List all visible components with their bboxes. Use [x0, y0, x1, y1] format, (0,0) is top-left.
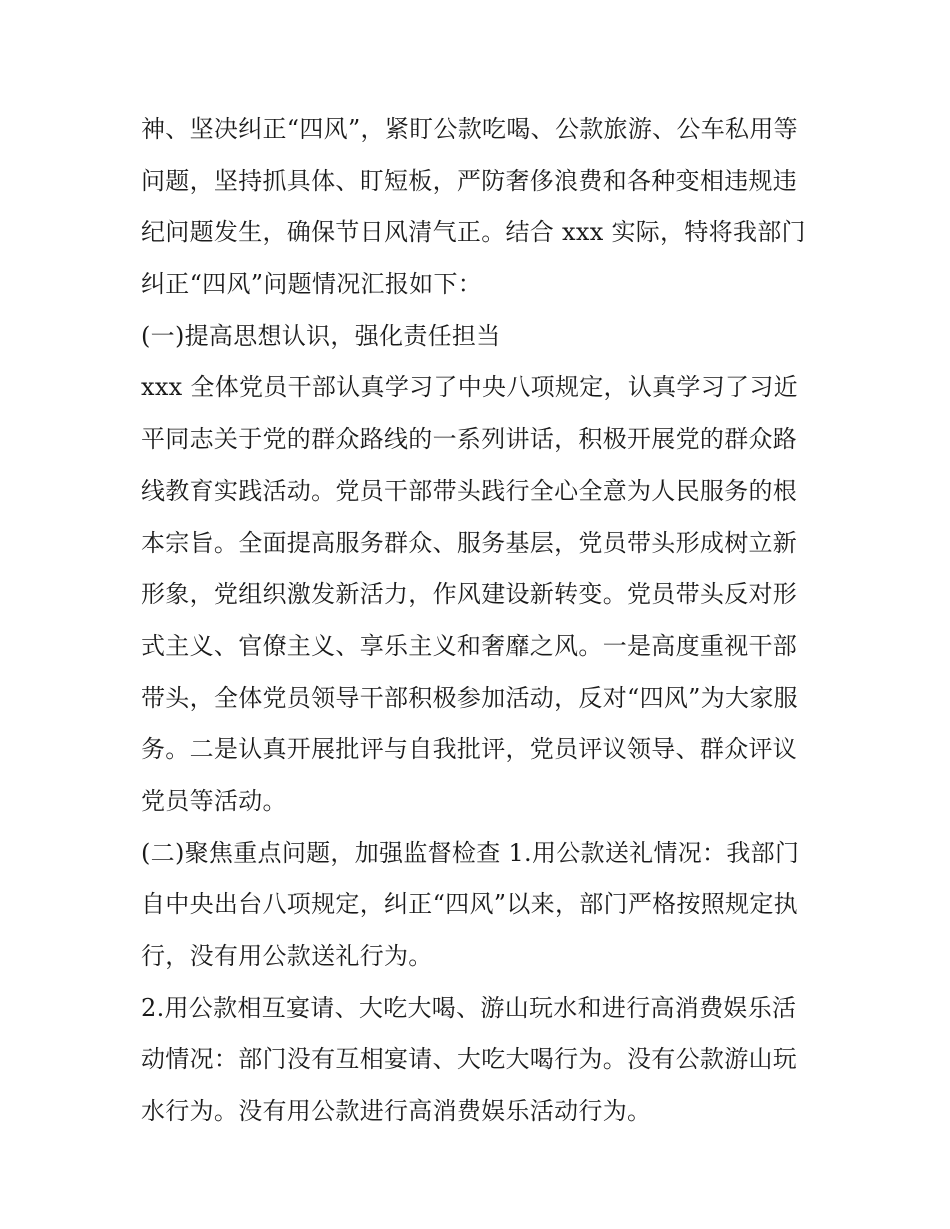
text-line: 党员等活动。: [141, 786, 287, 815]
text-line: 本宗旨。全面提高服务群众、服务基层，党员带头形成树立新: [141, 528, 798, 557]
text-line: 神、坚决纠正“四风”，紧盯公款吃喝、公款旅游、公车私用等: [141, 115, 798, 143]
text-line: 2.用公款相互宴请、大吃大喝、游山玩水和进行高消费娱乐活: [141, 993, 797, 1022]
text-line: 自中央出台八项规定，纠正“四风”以来，部门严格按照规定执: [141, 890, 798, 919]
text-line: 纠正“四风”问题情况汇报如下：: [141, 270, 483, 299]
text-line: 动情况：部门没有互相宴请、大吃大喝行为。没有公款游山玩: [141, 1045, 798, 1074]
text-line: 形象，党组织激发新活力，作风建设新转变。党员带头反对形: [141, 580, 798, 609]
section-heading-2: (二)聚焦重点问题，加强监督检查 1.用公款送礼情况：我部门: [141, 838, 800, 867]
text-line: 水行为。没有用公款进行高消费娱乐活动行为。: [141, 1097, 652, 1126]
section-heading-1: (一)提高思想认识，强化责任担当: [141, 321, 501, 350]
text-line: 行，没有用公款送礼行为。: [141, 942, 433, 970]
text-line: 式主义、官僚主义、享乐主义和奢靡之风。一是高度重视干部: [141, 631, 798, 660]
text-line: 务。二是认真开展批评与自我批评，党员评议领导、群众评议: [141, 735, 798, 764]
text-line: 线教育实践活动。党员干部带头践行全心全意为人民服务的根: [141, 476, 798, 505]
document-body: [141, 104, 817, 1138]
text-line: 平同志关于党的群众路线的一系列讲话，积极开展党的群众路: [141, 425, 798, 454]
text-line: xxx 全体党员干部认真学习了中央八项规定，认真学习了习近: [141, 373, 798, 402]
text-line: 纪问题发生，确保节日风清气正。结合 xxx 实际，特将我部门: [141, 218, 806, 247]
text-line: 问题，坚持抓具体、盯短板，严防奢侈浪费和各种变相违规违: [141, 166, 798, 195]
text-line: 带头，全体党员领导干部积极参加活动，反对“四风”为大家服: [141, 683, 798, 712]
